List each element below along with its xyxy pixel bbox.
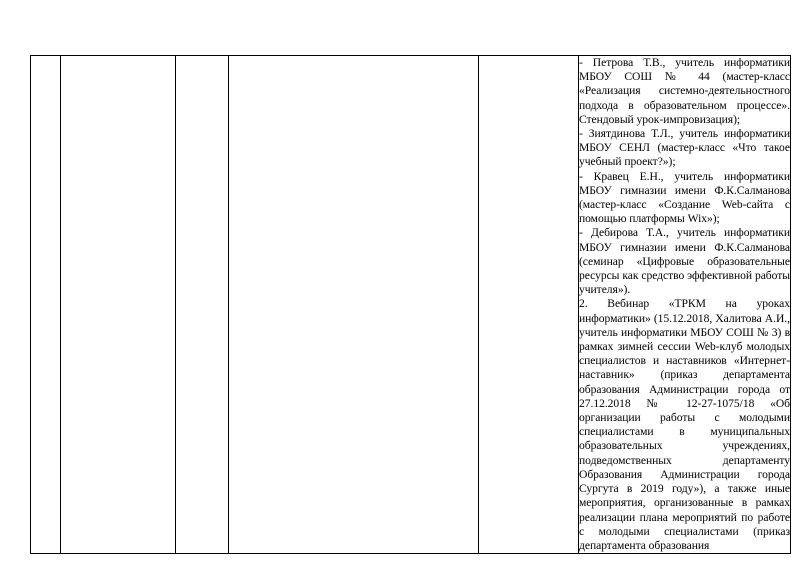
paragraph-debirova: - Дебирова Т.А., учитель информатики МБОУ гимназии имени Ф.К.Салманова (семинар «Цифровые образовательные ресурсы как средство эффективной работы учителя»). bbox=[579, 226, 790, 297]
paragraph-webinar: 2. Вебинар «ТРКМ на уроках информатики» (15.12.2018, Халитова А.И., учитель информатики МБОУ СОШ № 3) в рамках зимней сессии Web-клуб молодых специалистов и наставников «Интернет-наставник» (приказ департамента образования Администрации города от 27.12.2018 № 12-27-1075/18 «Об организации работы с молодыми специалистами в муниципальных образовательных учреждениях, подведомственных департаменту Образования Администрации города Сургута в 2019 году»), а также иные мероприятия, организованные в рамках реализации плана мероприятий по работе с молодыми специалистами (приказ департамента образования bbox=[579, 297, 790, 552]
paragraph-petrova: - Петрова Т.В., учитель информатики МБОУ СОШ № 44 (мастер-класс «Реализация системно-деятельностного подхода в образовательном процессе». Стендовый урок-импровизация); bbox=[579, 56, 790, 126]
table-cell-col-1 bbox=[31, 56, 61, 554]
paragraph-kravets: - Кравец Е.Н., учитель информатики МБОУ гимназии имени Ф.К.Салманова (мастер-класс «Создание Web-сайта с помощью платформы Wix»); bbox=[579, 169, 790, 226]
table-row bbox=[31, 56, 791, 554]
table-cell-col-5 bbox=[479, 56, 579, 554]
table-cell-col-4 bbox=[229, 56, 479, 554]
table-cell-text-column bbox=[579, 56, 791, 554]
cell-text-block bbox=[579, 56, 790, 553]
document-table bbox=[30, 55, 791, 554]
paragraph-ziyatdinova: - Зиятдинова Т.Л., учитель информатики МБОУ СЕНЛ (мастер-класс «Что такое учебный проект?»); bbox=[579, 127, 790, 169]
table-cell-col-3 bbox=[176, 56, 229, 554]
table-cell-col-2 bbox=[61, 56, 176, 554]
